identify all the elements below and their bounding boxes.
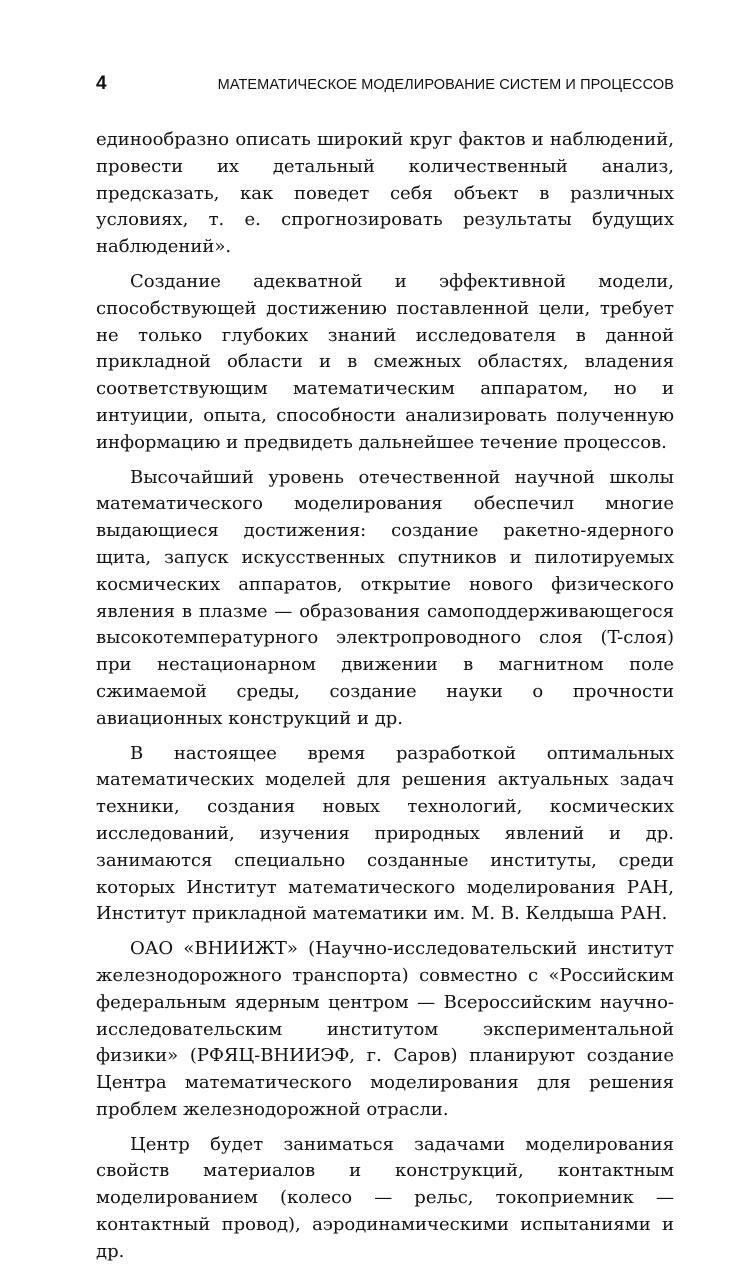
- running-title: МАТЕМАТИЧЕСКОЕ МОДЕЛИРОВАНИЕ СИСТЕМ И ПРОЦЕССОВ: [217, 77, 674, 93]
- paragraph: Создание адекватной и эффективной модели, способствующей достижению поставленной цели, требует не только глубоких знаний исследователя в данной прикладной области и в смежных областях, владения соответствующим математическим аппаратом, но и интуиции, опыта, способности анализировать полученную информацию и предвидеть дальнейшее течение процессов.: [96, 270, 674, 453]
- paragraph: Центр будет заниматься задачами моделирования свойств материалов и конструкций, контактным моделированием (колесо — рельс, токоприемник — контактный провод), аэродинамическими испытаниями и др.: [96, 1133, 674, 1262]
- body-text: [96, 127, 674, 1274]
- paragraph: единообразно описать широкий круг фактов и наблюдений, провести их детальный количественный анализ, предсказать, как поведет себя объект в различных условиях, т. е. спрогнозировать результаты будущих наблюдений».: [96, 129, 674, 258]
- paragraph: ОАО «ВНИИЖТ» (Научно-исследовательский институт железнодорожного транспорта) совместно с «Российским федеральным ядерным центром — Всероссийским научно-исследовательским институтом экспериментальной физики» (РФЯЦ-ВНИИЭФ, г. Саров) планируют создание Центра математического моделирования для решения проблем железнодорожной отрасли.: [96, 938, 674, 1120]
- paragraph: В настоящее время разработкой оптимальных математических моделей для решения актуальных задач техники, создания новых технологий, космических исследований, изучения природных явлений и др. занимаются специально созданные институты, среди которых Институт математического моделирования РАН, Институт прикладной математики им. М. В. Келдыша РАН.: [96, 742, 674, 925]
- page-number: 4: [96, 73, 107, 94]
- page-header: [96, 72, 674, 100]
- paragraph: Высочайший уровень отечественной научной школы математического моделирования обеспечил многие выдающиеся достижения: создание ракетно-ядерного щита, запуск искусственных спутников и пилотируемых космических аппаратов, открытие нового физического явления в плазме — образования самоподдерживающегося высокотемпературного электропроводного слоя (T-слоя) при нестационарном движении в магнитном поле сжимаемой среды, создание науки о прочности авиационных конструкций и др.: [96, 466, 674, 729]
